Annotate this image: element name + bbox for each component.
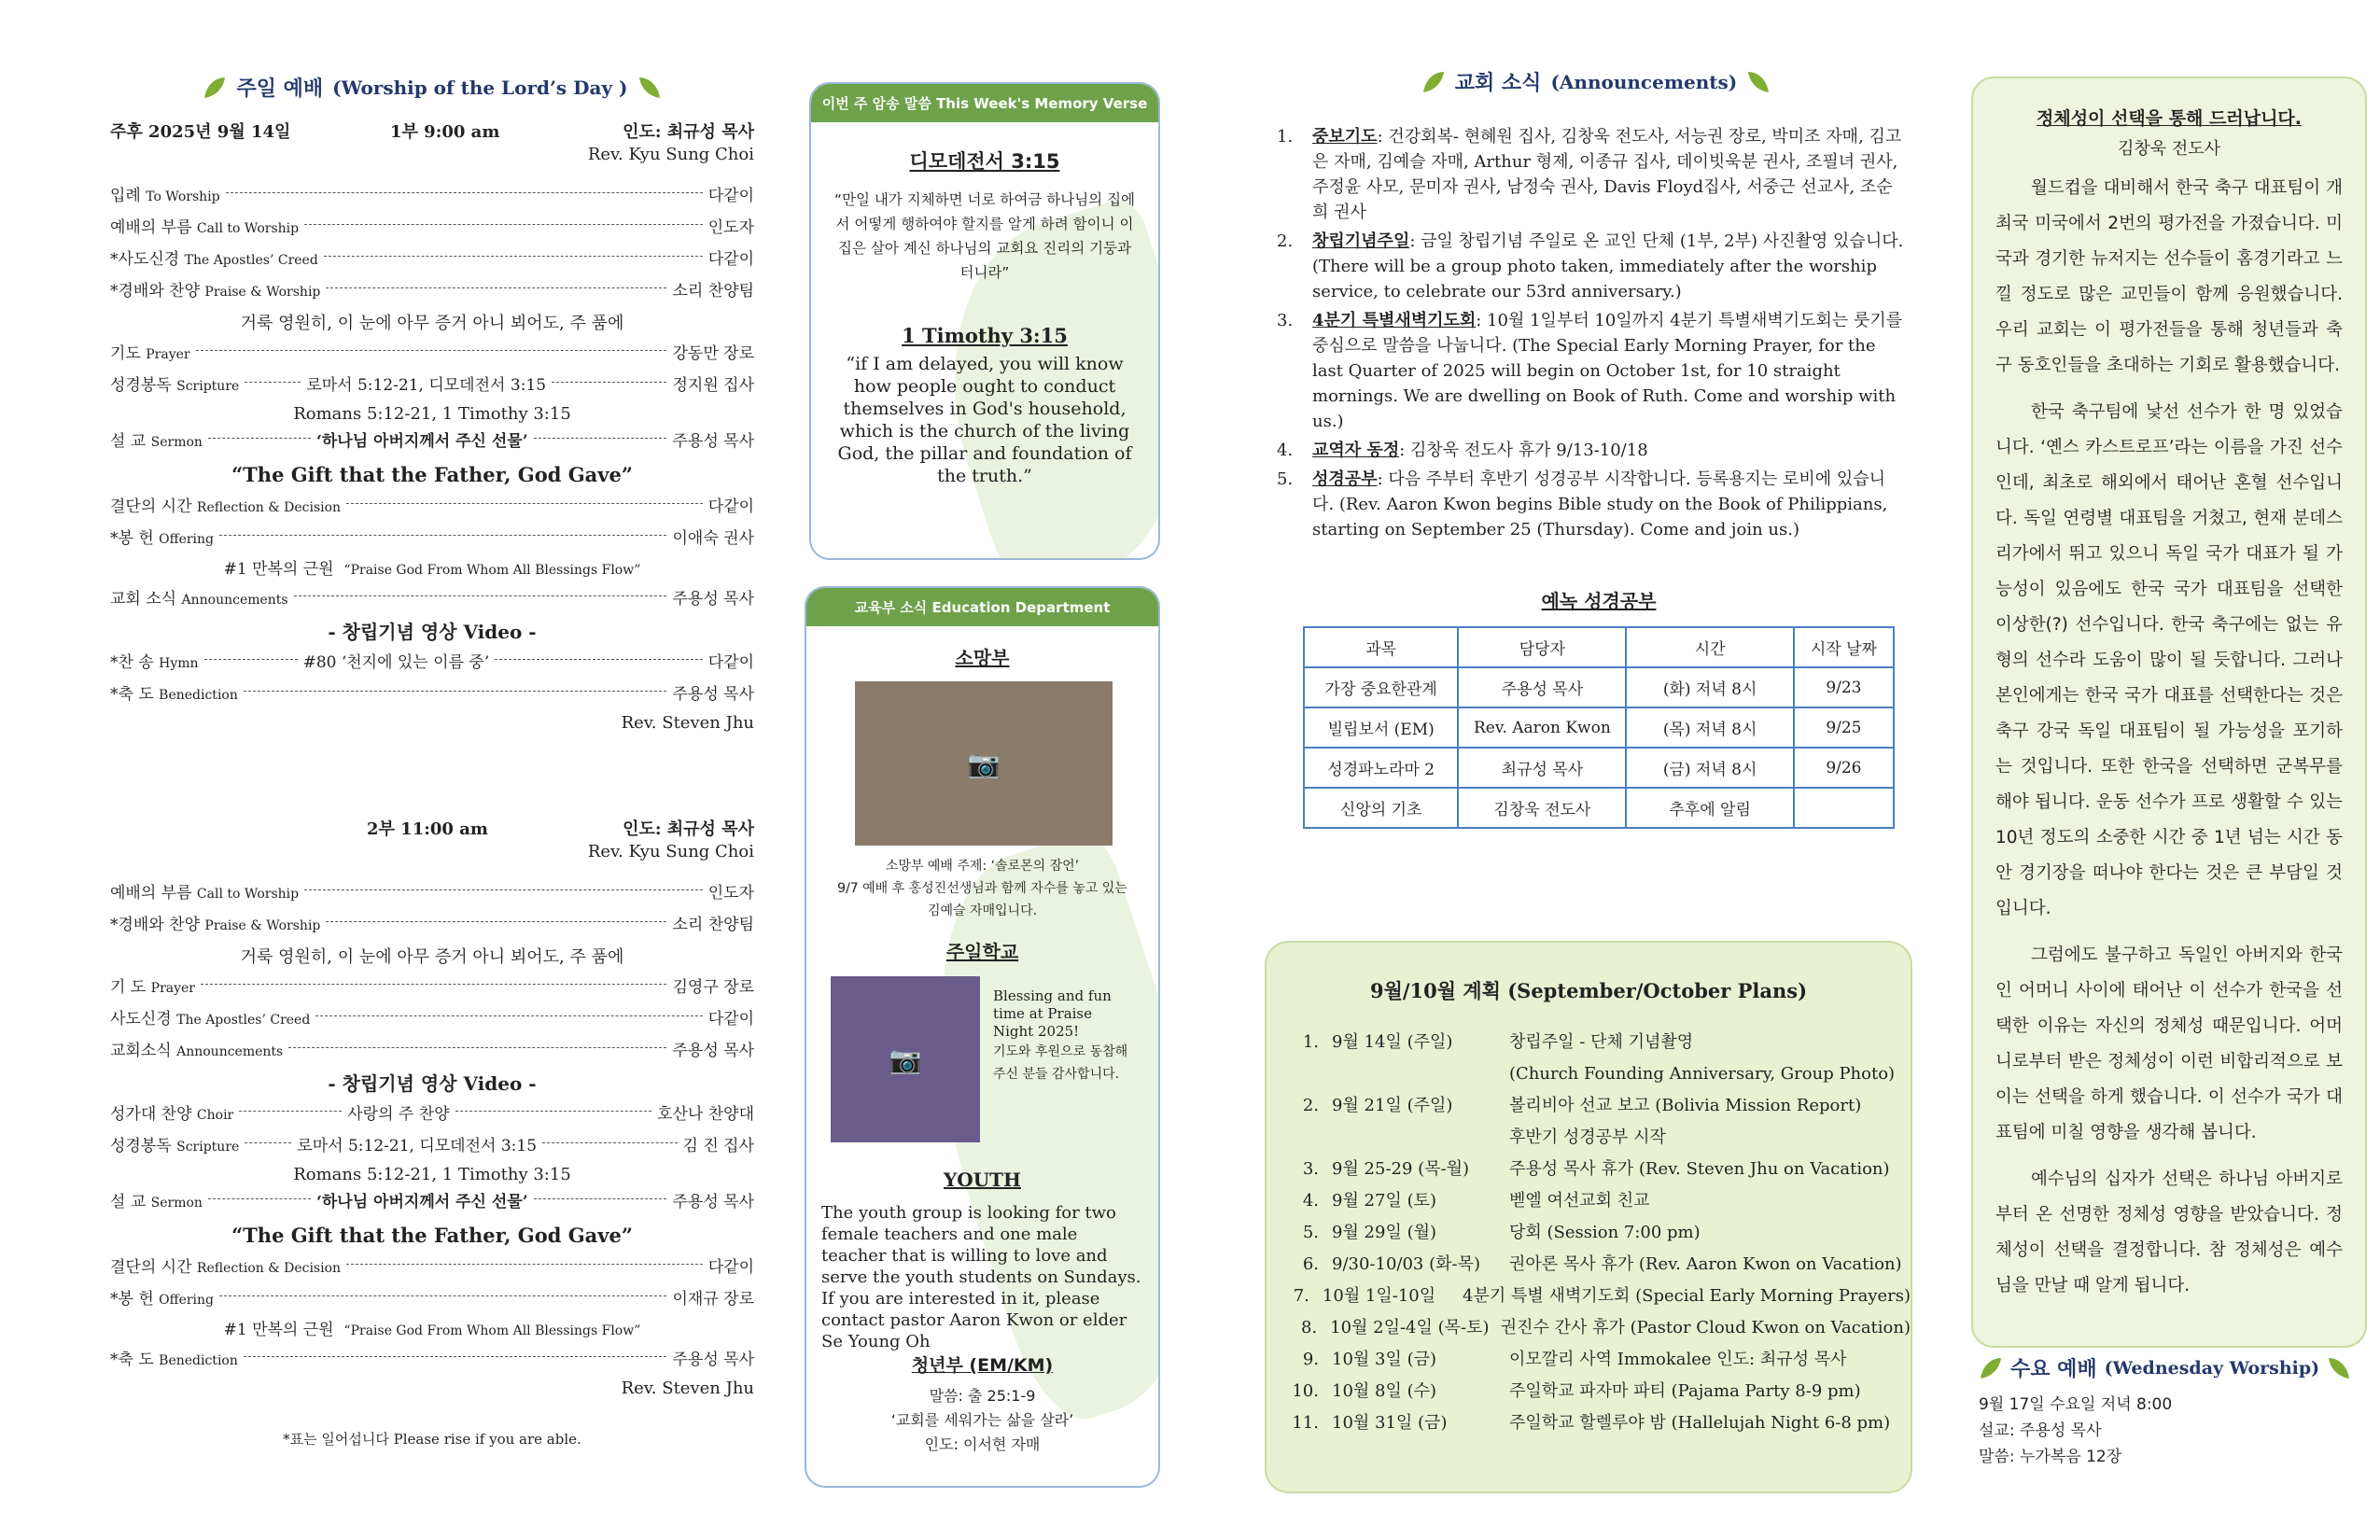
- choir-row: 성가대 찬양 Choir 사랑의 주 찬양 호산나 찬양대: [110, 1105, 754, 1124]
- wednesday-preacher: 설교: 주용성 목사: [1979, 1421, 2102, 1440]
- order-row: 교회 소식 Announcements 주용성 목사: [110, 590, 754, 609]
- announcements-title: 교회 소식 (Announcements): [1269, 67, 1923, 96]
- essay-panel: [1971, 77, 2367, 1348]
- service2-leader-en: Rev. Kyu Sung Choi: [587, 842, 754, 861]
- announcements: [1269, 67, 1923, 542]
- worship-order: [110, 73, 754, 1449]
- rise-footnote: *표는 일어섭니다 Please rise if you are able.: [283, 1431, 581, 1448]
- order-row: 예배의 부름 Call to Worship 인도자: [110, 218, 754, 237]
- announcement-item: 3. 4분기 특별새벽기도회: 10월 1일부터 10일까지 4분기 특별새벽기도회는 룻기를 중심으로 말씀을 나눕니다. (The Special Early Morning Prayer, for the last Quarter of 2025 will begin on October 1st, for 10 straight mornings. We are dwelling on Book of Ruth. Come and worship with us.): [1277, 311, 1903, 431]
- leaf-icon: [2327, 1356, 2351, 1380]
- order-row: 결단의 시간 Reflection & Decision 다같이: [110, 1258, 754, 1277]
- scripture-en: Romans 5:12-21, 1 Timothy 3:15: [293, 404, 571, 424]
- young-adult-leader: 인도: 이서현 자매: [924, 1435, 1041, 1453]
- video-line: - 창립기념 영상 Video -: [328, 621, 537, 643]
- praise-songs: 거룩 영원히, 이 눈에 아무 증거 아니 뵈어도, 주 품에: [240, 947, 624, 967]
- bible-study-table: [1303, 626, 1895, 829]
- sunday-school-title: 주일학교: [945, 941, 1019, 963]
- order-row: * 경배와 찬양 Praise & Worship 소리 찬양팀: [110, 282, 754, 301]
- order-row: 사도신경 The Apostles’ Creed 다같이: [110, 1010, 754, 1029]
- plan-item: 11. 10월 31일 (금) 주일학교 할렐루야 밤 (Hallelujah Night 6-8 pm): [1292, 1413, 1891, 1433]
- sermon-row: 설 교 Sermon ‘하나님 아버지께서 주신 선물’ 주용성 목사: [110, 1193, 754, 1211]
- order-row: 교회소식 Announcements 주용성 목사: [110, 1042, 754, 1060]
- wednesday-worship: [1979, 1353, 2371, 1470]
- sermon-title-en: “The Gift that the Father, God Gave”: [231, 1224, 633, 1247]
- memory-verse-panel: [809, 82, 1160, 560]
- order-row: 기도 Prayer 강동만 장로: [110, 344, 754, 363]
- announcement-item: 5. 성경공부: 다음 주부터 후반기 성경공부 시작합니다. 등록용지는 로비에 있습니다. (Rev. Aaron Kwon begins Bible study on the Book of Philippians, starting on September 25 (Thursday). Come and join us.): [1277, 469, 1888, 539]
- order-row: * 사도신경 The Apostles’ Creed 다같이: [110, 250, 754, 269]
- plan-item: 9. 10월 3일 (금) 이모깔리 사역 Immokalee 인도: 최규성 목사: [1302, 1350, 1847, 1369]
- sunday-school-text-ko: 기도와 후원으로 동참해 주신 분들 감사합니다.: [993, 1044, 1128, 1082]
- benediction-row: * 축 도 Benediction 주용성 목사: [110, 1351, 754, 1369]
- education-header: 교육부 소식 Education Department: [806, 588, 1158, 626]
- order-row: * 봉 헌 Offering 이재규 장로: [110, 1290, 754, 1309]
- wednesday-scripture: 말씀: 누가복음 12장: [1979, 1448, 2122, 1466]
- doxology: #1 만복의 근원 “Praise God From Whom All Blessings Flow”: [223, 1321, 641, 1339]
- photo-icon: 📷: [889, 1043, 922, 1075]
- worship-title-ko: 주일 예배: [236, 77, 324, 101]
- essay-author: 김창욱 전도사: [2117, 139, 2221, 159]
- hymn-row: * 찬 송 Hymn #80 ‘천지에 있는 이름 중’ 다같이: [110, 653, 754, 672]
- essay-paragraph: 한국 축구팀에 낯선 선수가 한 명 있었습니다. ‘옌스 카스트로프’라는 이름을 가진 선수인데, 최초로 해외에서 태어난 혼혈 선수입니다. 독일 연령별 대표팀을 거쳤고, 현재 분데스리가에서 뛰고 있으니 독일 국가 대표가 될 가능성이 있음에도 한국 국가 대표팀을 선택한 이상한(?) 선수입니다. 한국 축구에는 없는 유형의 선수라 도움이 많이 될 듯합니다. 그러나 본인에게는 한국 국가 대표를 선택한다는 것은 축구 강국 독일 대표팀이 될 가능성을 포기하는 것입니다. 또한 한국을 선택하면 군복무를 해야 됩니다. 운동 선수가 프로 생활할 수 있는 10년 정도의 소중한 시간 중 1년 넘는 시간 동안 경기장을 떠나야 한다는 것은 큰 부담일 것입니다.: [1995, 402, 2343, 918]
- plan-item: 6. 9/30-10/03 (화-목) 권아론 목사 휴가 (Rev. Aaron Kwon on Vacation): [1302, 1254, 1902, 1274]
- plans-title: 9월/10월 계획 (September/October Plans): [1369, 979, 1808, 1002]
- wednesday-time: 9월 17일 수요일 저녁 8:00: [1979, 1395, 2173, 1414]
- sermon-title-en: “The Gift that the Father, God Gave”: [231, 463, 633, 486]
- leaf-icon: [637, 76, 662, 100]
- plan-item: 5. 9월 29일 (월) 당회 (Session 7:00 pm): [1302, 1223, 1701, 1242]
- service1-time: 1부 9:00 am: [390, 122, 500, 142]
- scripture-en: Romans 5:12-21, 1 Timothy 3:15: [293, 1165, 571, 1184]
- benediction-en: Rev. Steven Jhu: [621, 1379, 754, 1398]
- praise-songs: 거룩 영원히, 이 눈에 아무 증거 아니 뵈어도, 주 품에: [240, 314, 624, 333]
- sunday-school-text-en: Blessing and fun time at Praise Night 2025!: [993, 987, 1112, 1040]
- memory-verse-header: 이번 주 암송 말씀 This Week's Memory Verse: [811, 84, 1158, 122]
- plan-item: 4. 9월 27일 (토) 벧엘 여선교회 친교: [1302, 1191, 1650, 1211]
- announcement-item: 2. 창립기념주일: 금일 창립기념 주일로 온 교인 단체 (1부, 2부) 사진촬영 있습니다. (There will be a group photo taken, immediately after the worship service, to celebrate our 53rd anniversary.): [1277, 231, 1904, 301]
- service1-order: [110, 181, 754, 735]
- service2-order: [110, 878, 754, 1401]
- essay-paragraph: 그럼에도 불구하고 독일인 아버지와 한국인 어머니 사이에 태어난 이 선수가 한국을 선택한 이유는 자신의 정체성 때문입니다. 어머니로부터 받은 정체성이 이런 비합리적으로 보이는 선택을 하게 했습니다. 이 선수가 국가 대표팀에 미칠 영향을 생각해 봅니다.: [1995, 945, 2343, 1142]
- service2-leader: 인도: 최규성 목사: [623, 819, 754, 839]
- leaf-icon: [1979, 1356, 2003, 1380]
- order-row: 기 도 Prayer 김영구 장로: [110, 978, 754, 997]
- plan-item: 7. 10월 1일-10일 4분기 특별 새벽기도회 (Special Early Morning Prayers): [1293, 1286, 1911, 1306]
- service1-leader: 인도: 최규성 목사: [623, 122, 754, 142]
- young-adult-title: 청년부 (EM/KM): [911, 1355, 1054, 1376]
- service1-leader-en: Rev. Kyu Sung Choi: [587, 145, 754, 164]
- plan-item: 3. 9월 25-29 (목-월) 주용성 목사 휴가 (Rev. Steven Jhu on Vacation): [1302, 1159, 1890, 1179]
- sunday-school-photo: [831, 976, 980, 1142]
- youth-title: YOUTH: [944, 1169, 1021, 1191]
- scripture-row: 성경봉독 Scripture 로마서 5:12-21, 디모데전서 3:15 정지원 집사: [110, 376, 754, 395]
- order-row: 결단의 시간 Reflection & Decision 다같이: [110, 497, 754, 516]
- order-row: * 경배와 찬양 Praise & Worship 소리 찬양팀: [110, 916, 754, 934]
- benediction-row: * 축 도 Benediction 주용성 목사: [110, 685, 754, 704]
- order-row: * 봉 헌 Offering 이애숙 권사: [110, 529, 754, 548]
- doxology: #1 만복의 근원 “Praise God From Whom All Blessings Flow”: [223, 560, 641, 579]
- leaf-icon: [1421, 70, 1446, 94]
- table-row: 신앙의 기초 김창욱 전도사 추후에 알림: [1304, 788, 1894, 828]
- order-row: 입례 To Worship 다같이: [110, 187, 754, 205]
- somang-photo: [855, 681, 1113, 846]
- worship-title-en: (Worship of the Lord’s Day ): [332, 76, 628, 99]
- plans-panel: [1265, 941, 1912, 1493]
- service2-time: 2부 11:00 am: [367, 819, 488, 839]
- wednesday-title: 수요 예배 (Wednesday Worship): [1979, 1353, 2371, 1382]
- education-panel: [805, 586, 1160, 1488]
- sermon-row: 설 교 Sermon ‘하나님 아버지께서 주신 선물’ 주용성 목사: [110, 432, 754, 451]
- table-row: 성경파노라마 2 최규성 목사 (금) 저녁 8시 9/26: [1304, 748, 1894, 788]
- youth-text: The youth group is looking for two female teachers and one male teacher that is willing to love and serve the youth students on Sundays. If you are interested in it, please contact pastor Aaron Kwon or elder Se Young Oh: [821, 1203, 1141, 1351]
- memory-ref-en: 1 Timothy 3:15: [902, 324, 1068, 347]
- essay-title: 정체성이 선택을 통해 드러납니다.: [2036, 108, 2303, 129]
- worship-title: [110, 73, 754, 102]
- benediction-en: Rev. Steven Jhu: [621, 713, 754, 733]
- table-row: 빌립보서 (EM) Rev. Aaron Kwon (목) 저녁 8시 9/25: [1304, 707, 1894, 748]
- young-adult-verse: 말씀: 출 25:1-9: [929, 1387, 1036, 1405]
- worship-date: 주후 2025년 9월 14일: [110, 122, 291, 142]
- memory-text-en: “if I am delayed, you will know how people ought to conduct themselves in God's household, which is the church of the living God, the pillar and foundation of the truth.”: [837, 354, 1132, 486]
- essay-paragraph: 월드컵을 대비해서 한국 축구 대표팀이 개최국 미국에서 2번의 평가전을 가졌습니다. 미국과 경기한 뉴저지는 선수들이 홈경기라고 느낄 정도로 많은 교민들이 함께 응원했습니다. 우리 교회는 이 평가전들을 통해 청년들과 축구 동호인들을 초대하는 기회로 활용했습니다.: [1995, 178, 2343, 375]
- bible-study-title: 예녹 성경공부: [1541, 590, 1657, 612]
- somang-title: 소망부: [955, 647, 1010, 669]
- announcement-item: 1. 중보기도: 건강회복- 현혜원 집사, 김창욱 전도사, 서능권 장로, 박미조 자매, 김고은 자매, 김예슬 자매, Arthur 형제, 이종규 집사, 데이빗욱분 권사, 조필녀 권사, 주정윤 사모, 문미자 권사, 남정숙 권사, Davis Floyd집사, 서중근 선교사, 조순희 권사: [1277, 127, 1902, 222]
- leaf-icon: [1746, 70, 1771, 94]
- order-row: 예배의 부름 Call to Worship 인도자: [110, 884, 754, 903]
- essay-paragraph: 예수님의 십자가 선택은 하나님 아버지로부터 온 선명한 정체성 영향을 받았습니다. 정체성이 선택을 결정합니다. 참 정체성은 예수님을 만날 때 알게 됩니다.: [1995, 1169, 2343, 1295]
- leaf-icon: [203, 76, 227, 100]
- video-line: - 창립기념 영상 Video -: [328, 1072, 537, 1095]
- announcement-item: 4. 교역자 동정: 김창욱 전도사 휴가 9/13-10/18: [1277, 441, 1648, 460]
- memory-ref-ko: 디모데전서 3:15: [909, 150, 1060, 173]
- somang-caption-2: 9/7 예배 후 홍성진선생님과 함께 자수를 놓고 있는 김예슬 자매입니다.: [837, 881, 1127, 918]
- table-row: 가장 중요한관계 주용성 목사 (화) 저녁 8시 9/23: [1304, 667, 1894, 707]
- plan-item: 1. 9월 14일 (주일) 창립주일 - 단체 기념촬영 (Church Founding Anniversary, Group Photo): [1302, 1032, 1896, 1084]
- table-header-row: 과목 담당자 시간 시작 날짜: [1304, 627, 1894, 667]
- plan-item: 8. 10월 2일-4일 (목-토) 권진수 간사 휴가 (Pastor Cloud Kwon on Vacation): [1300, 1318, 1911, 1337]
- plan-item: 10. 10월 8일 (수) 주일학교 파자마 파티 (Pajama Party 8-9 pm): [1292, 1381, 1861, 1401]
- scripture-row: 성경봉독 Scripture 로마서 5:12-21, 디모데전서 3:15 김 진 집사: [110, 1137, 754, 1155]
- photo-icon: 📷: [967, 748, 1001, 779]
- memory-text-ko: “만일 내가 지체하면 너로 하여금 하나님의 집에서 어떻게 행하여야 할지를 알게 하려 함이니 이 집은 살아 계신 하나님의 교회요 진리의 기둥과 터니라”: [833, 191, 1136, 281]
- bible-study: [1303, 586, 1895, 829]
- plan-item: 2. 9월 21일 (주일) 볼리비아 선교 보고 (Bolivia Mission Report) 후반기 성경공부 시작: [1302, 1096, 1862, 1147]
- young-adult-theme: ‘교회를 세워가는 삶을 살라’: [890, 1411, 1074, 1429]
- somang-caption: 소망부 예배 주제: ‘솔로몬의 잠언’: [885, 859, 1080, 874]
